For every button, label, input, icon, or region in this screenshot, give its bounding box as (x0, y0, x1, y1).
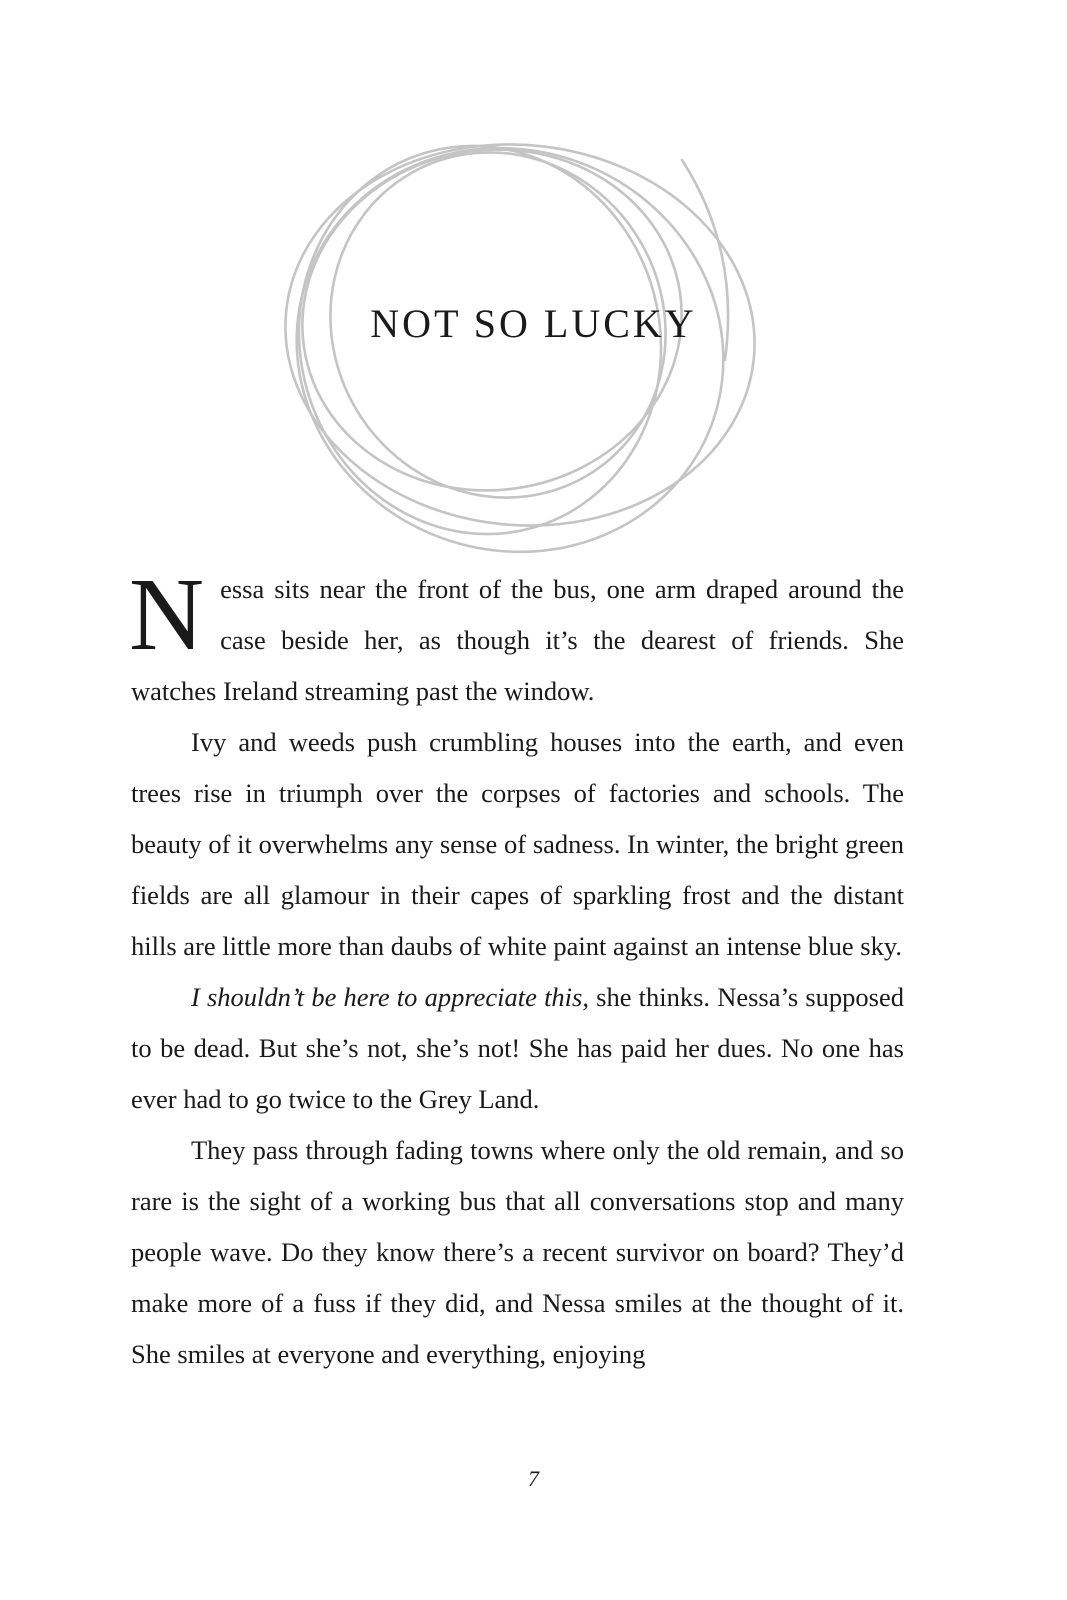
scribbled-circles-icon (270, 140, 770, 570)
chapter-title: NOT SO LUCKY (370, 301, 697, 346)
paragraph: Ivy and weeds push crumbling houses into the earth, and even trees rise in triumph over the corpses of factories and schools. The beauty of it overwhelms any sense of sadness. In winter, the bright green fields are all glamour in their capes of sparkling frost and the distant hills are little more than daubs of white paint against an intense blue sky. (131, 727, 904, 961)
italic-thought: I shouldn’t be here to appreciate this, (191, 982, 589, 1012)
paragraph: They pass through fading towns where only the old remain, and so rare is the sight of a working bus that all conversations stop and many people wave. Do they know there’s a recent survivor on board? They’d make more of a fuss if they did, and Nessa smiles at the thought of it. She smiles at everyone and everything, enjoying (131, 1135, 904, 1369)
chapter-body (129, 557, 904, 1380)
paragraph (129, 557, 904, 717)
paragraph-text: essa sits near the front of the bus, one arm draped around the case beside her, as though it’s the dearest of friends. She watches Ireland streaming past the window. (131, 574, 904, 706)
paragraph (131, 972, 904, 1125)
page-number: 7 (528, 1466, 539, 1491)
paragraph-text: she thinks. Nessa’s supposed to be dead. But she’s not, she’s not! She has paid her dues. No one has ever had to go twice to the Grey Land. (131, 982, 904, 1114)
drop-cap: N (129, 557, 205, 672)
